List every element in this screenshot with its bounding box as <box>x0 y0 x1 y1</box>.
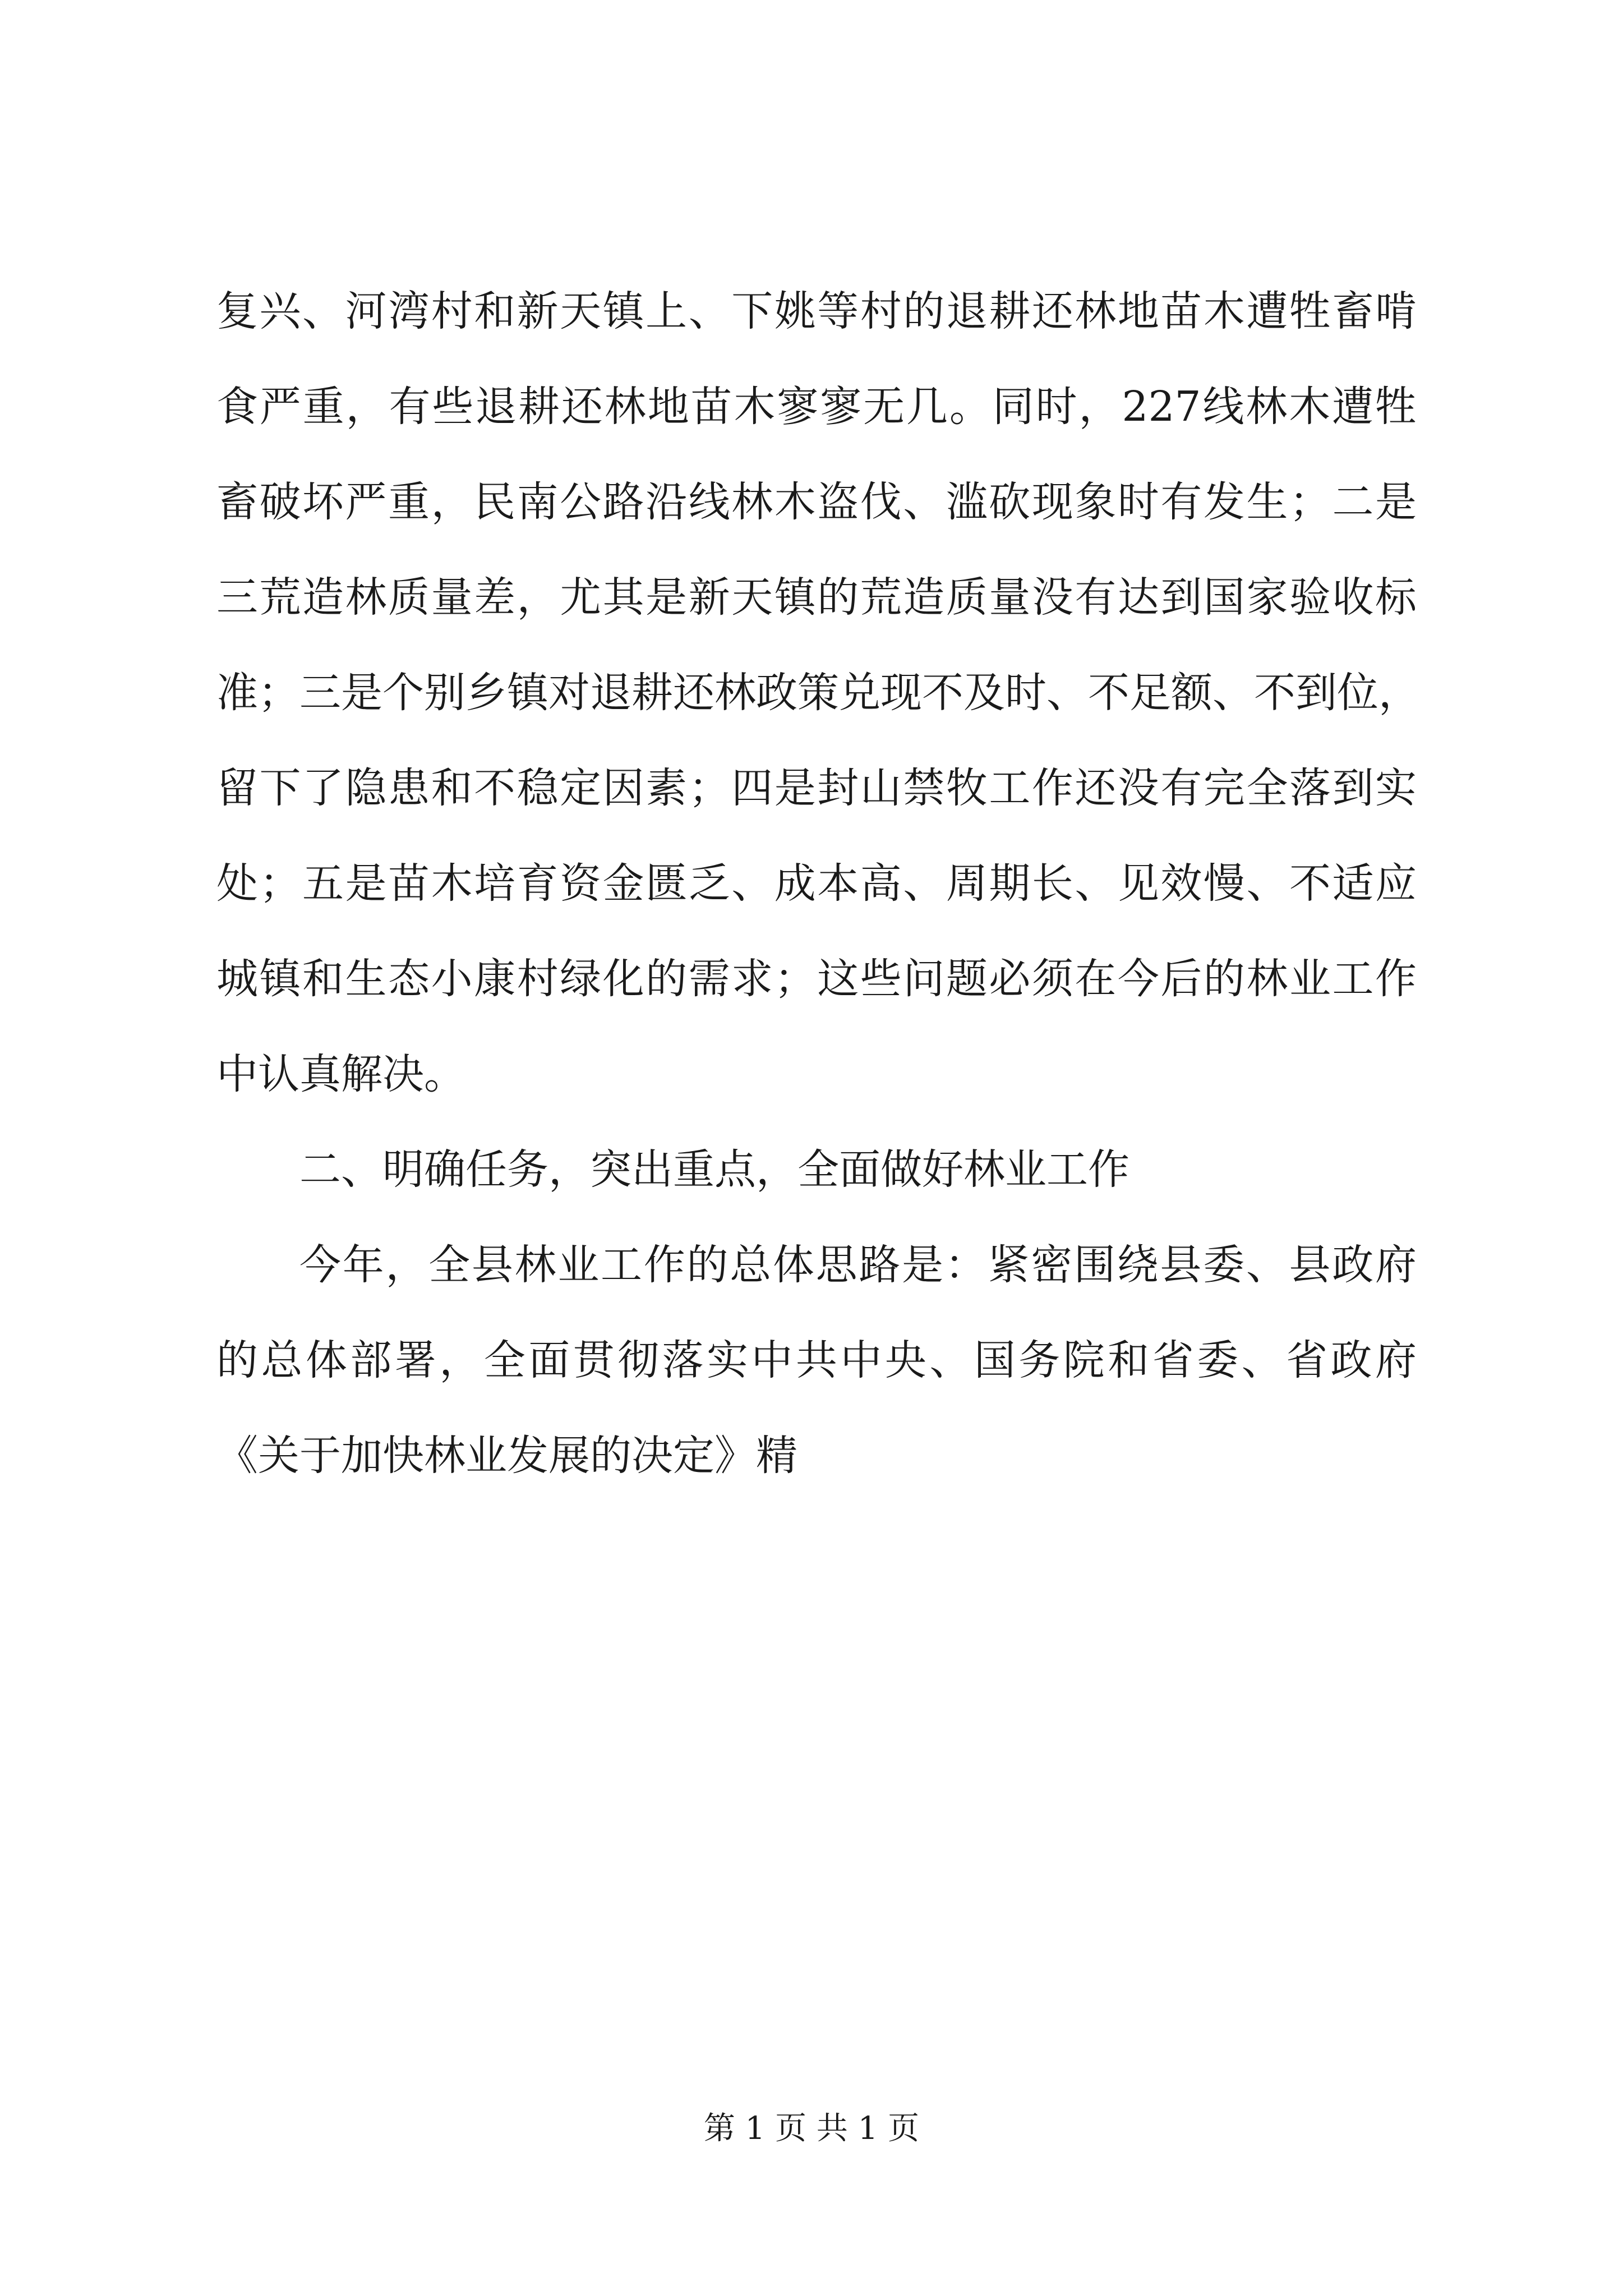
text-line-9: 中认真解决。 <box>216 1050 465 1098</box>
text-line-1: 复兴、河湾村和新天镇上、下姚等村的退耕还林地苗木遭牲畜啃 <box>216 287 1417 335</box>
text-line-7: 处；五是苗木培育资金匮乏、成本高、周期长、见效慢、不适应 <box>216 859 1417 908</box>
text-line-13: 《关于加快林业发展的决定》精 <box>216 1432 797 1480</box>
text-line-4: 三荒造林质量差，尤其是新天镇的荒造质量没有达到国家验收标 <box>216 573 1417 622</box>
page-number: 第 1 页 共 1 页 <box>703 2110 920 2147</box>
text-line-6: 留下了隐患和不稳定因素；四是封山禁牧工作还没有完全落到实 <box>216 764 1417 812</box>
page-footer <box>0 2106 1623 2151</box>
text-line-8: 城镇和生态小康村绿化的需求；这些问题必须在今后的林业工作 <box>216 955 1417 1003</box>
text-line-2: 食严重，有些退耕还林地苗木寥寥无几。同时，227线林木遭牲 <box>216 383 1417 431</box>
text-line-11: 今年，全县林业工作的总体思路是：紧密围绕县委、县政府 <box>299 1241 1417 1289</box>
body-text <box>216 264 1420 1503</box>
section-heading: 二、明确任务，突出重点，全面做好林业工作 <box>299 1145 1129 1194</box>
text-line-12: 的总体部署，全面贯彻落实中共中央、国务院和省委、省政府 <box>216 1336 1417 1384</box>
text-line-3: 畜破坏严重，民南公路沿线林木盗伐、滥砍现象时有发生；二是 <box>216 478 1417 526</box>
text-line-5: 准；三是个别乡镇对退耕还林政策兑现不及时、不足额、不到位， <box>216 669 1420 717</box>
